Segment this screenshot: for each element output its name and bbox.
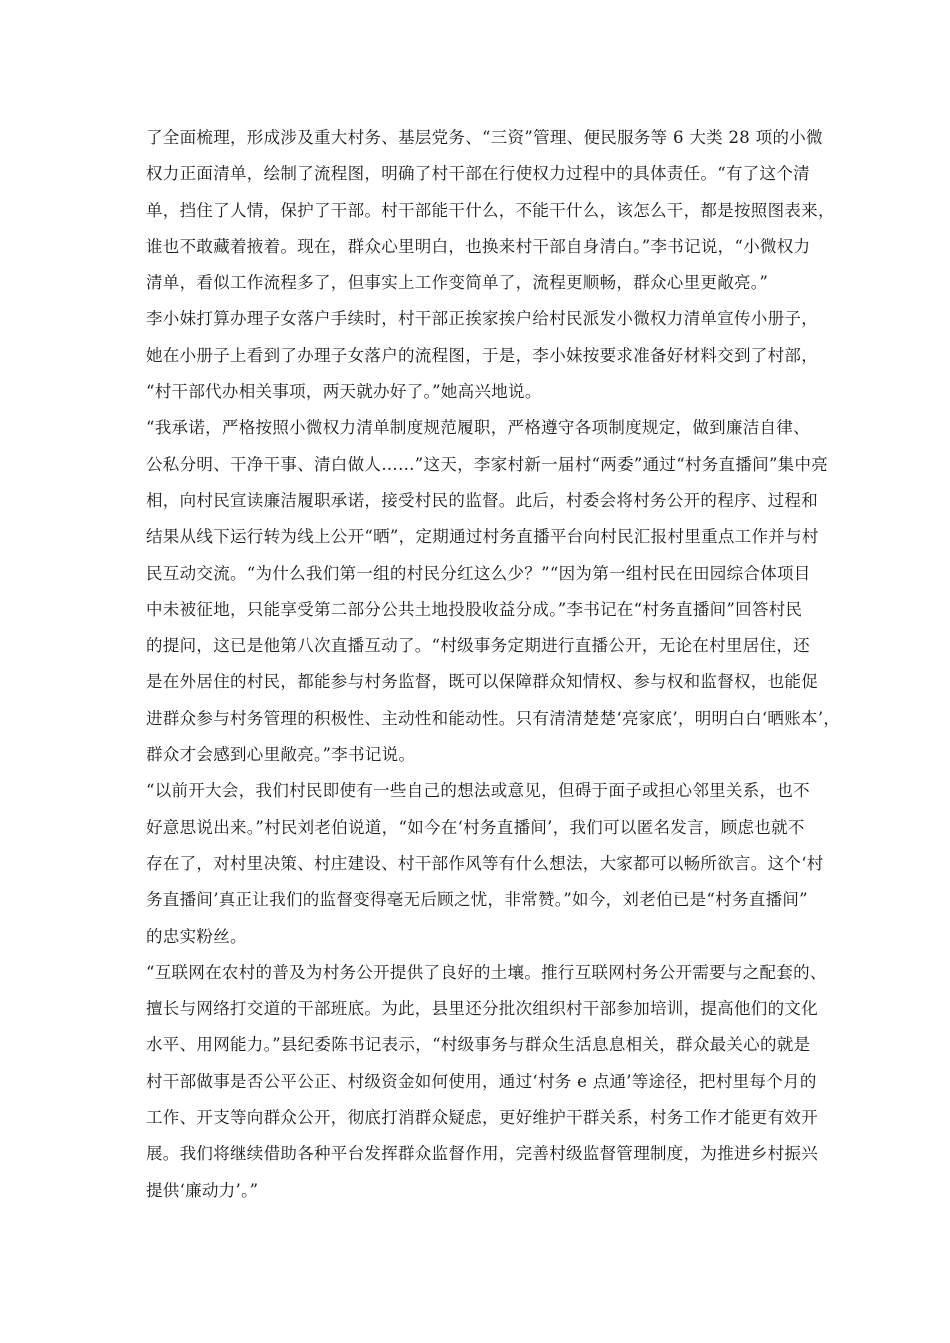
article-body bbox=[146, 120, 886, 1209]
text-line: 的提问，这已是他第八次直播互动了。“村级事务定期进行直播公开，无论在村里居住，还 bbox=[146, 636, 810, 656]
text-line: 公私分明、干净干事、清白做人……”这天，李家村新一届村“两委”通过“村务直播间”集中亮 bbox=[146, 454, 829, 474]
text-line: 李小妹打算办理子女落户手续时，村干部正挨家挨户给村民派发小微权力清单宣传小册子， bbox=[146, 309, 818, 329]
text-line: 民互动交流。“为什么我们第一组的村民分红这么少？”“因为第一组村民在田园综合体项目 bbox=[146, 563, 811, 583]
text-line: 了全面梳理，形成涉及重大村务、基层党务、“三资”管理、便民服务等 6 大类 28 项的小微 bbox=[146, 128, 823, 147]
text-line: 村干部做事是否公平公正、村级资金如何使用，通过‘村务 e 点通’等途径，把村里每个月的 bbox=[146, 1071, 817, 1091]
text-line: 存在了，对村里决策、村庄建设、村干部作风等有什么想法，大家都可以畅所欲言。这个‘村 bbox=[146, 853, 824, 873]
text-line: 水平、用网能力。”县纪委陈书记表示，“村级事务与群众生活息息相关，群众最关心的就是 bbox=[146, 1035, 811, 1055]
text-line: 提供‘廉动力’。” bbox=[146, 1180, 259, 1200]
text-line: 展。我们将继续借助各种平台发挥群众监督作用，完善村级监督管理制度，为推进乡村振兴 bbox=[146, 1144, 818, 1164]
text-line: “以前开大会，我们村民即使有一些自己的想法或意见，但碍于面子或担心邻里关系，也不 bbox=[146, 781, 810, 801]
text-line: 权力正面清单，绘制了流程图，明确了村干部在行使权力过程中的具体责任。“有了这个清 bbox=[146, 164, 810, 184]
text-line: “互联网在农村的普及为村务公开提供了良好的土壤。推行互联网村务公开需要与之配套的、 bbox=[146, 962, 827, 982]
text-line: 的忠实粉丝。 bbox=[146, 926, 247, 946]
text-line: 擅长与网络打交道的干部班底。为此，县里还分批次组织村干部参加培训，提高他们的文化 bbox=[146, 999, 818, 1019]
text-line: 是在外居住的村民，都能参与村务监督，既可以保障群众知情权、参与权和监督权，也能促 bbox=[146, 672, 818, 692]
text-line: 好意思说出来。”村民刘老伯说道，“如今在‘村务直播间’，我们可以匿名发言，顾虑也就不 bbox=[146, 817, 805, 837]
text-line: 中未被征地，只能享受第二部分公共土地投股收益分成。”李书记在“村务直播间”回答村民 bbox=[146, 599, 803, 619]
text-line: 工作、开支等向群众公开，彻底打消群众疑虑，更好维护干群关系，村务工作才能更有效开 bbox=[146, 1108, 818, 1128]
text-line: 群众才会感到心里敞亮。”李书记说。 bbox=[146, 745, 416, 765]
text-line: 进群众参与村务管理的积极性、主动性和能动性。只有清清楚楚‘亮家底’，明明白白‘晒账本’， bbox=[146, 708, 841, 728]
text-line: “我承诺，严格按照小微权力清单制度规范履职，严格遵守各项制度规定，做到廉洁自律、 bbox=[146, 418, 810, 438]
text-line: 结果从线下运行转为线上公开“晒”，定期通过村务直播平台向村民汇报村里重点工作并与村 bbox=[146, 527, 819, 547]
text-line: 务直播间’真正让我们的监督变得毫无后顾之忧，非常赞。”如今，刘老伯已是“村务直播间” bbox=[146, 890, 808, 910]
text-line: “村干部代办相关事项，两天就办好了。”她高兴地说。 bbox=[146, 382, 542, 402]
text-line: 她在小册子上看到了办理子女落户的流程图，于是，李小妹按要求准备好材料交到了村部， bbox=[146, 345, 818, 365]
text-line: 单，挡住了人情，保护了干部。村干部能干什么，不能干什么，该怎么干，都是按照图表来， bbox=[146, 200, 835, 220]
text-line: 清单，看似工作流程多了，但事实上工作变简单了，流程更顺畅，群众心里更敞亮。” bbox=[146, 273, 769, 293]
text-line: 相，向村民宣读廉洁履职承诺，接受村民的监督。此后，村委会将村务公开的程序、过程和 bbox=[146, 490, 818, 510]
text-line: 谁也不敢藏着掖着。现在，群众心里明白，也换来村干部自身清白。”李书记说，“小微权力 bbox=[146, 236, 811, 256]
